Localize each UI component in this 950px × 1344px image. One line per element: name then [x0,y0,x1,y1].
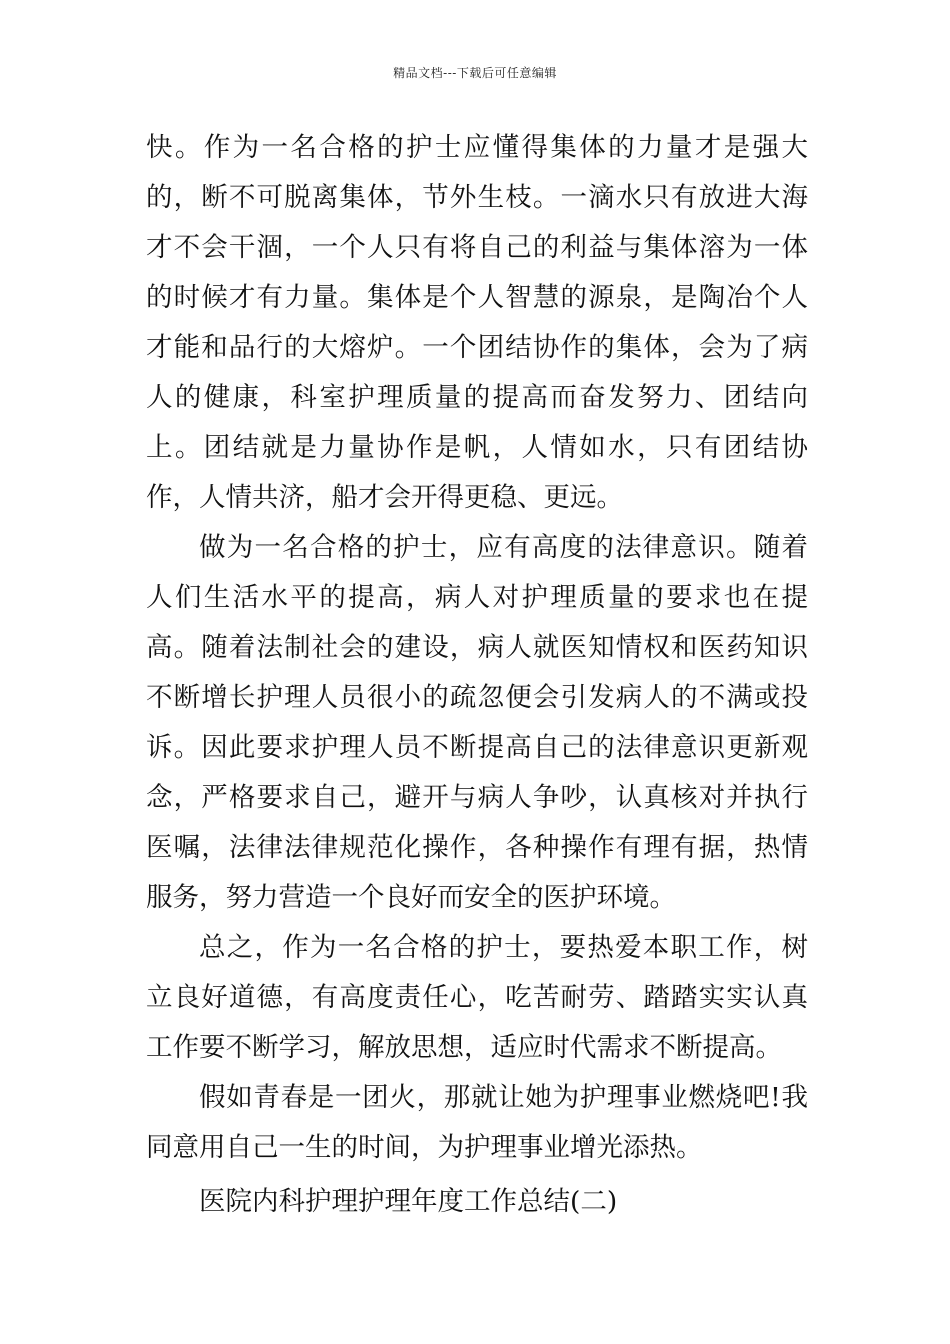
document-body [146,123,808,1227]
paragraph-conclusion: 总之，作为一名合格的护士，要热爱本职工作，树立良好道德，有高度责任心，吃苦耐劳、踏踏实实认真工作要不断学习，解放思想，适应时代需求不断提高。 [146,932,808,1063]
section-title: 医院内科护理护理年度工作总结(二) [199,1186,618,1217]
paragraph-legal-awareness: 做为一名合格的护士，应有高度的法律意识。随着人们生活水平的提高，病人对护理质量的要求也在提高。随着法制社会的建设，病人就医知情权和医药知识不断增长护理人员很小的疏忽便会引发病人的不满或投诉。因此要求护理人员不断提高自己的法律意识更新观念，严格要求自己，避开与病人争吵，认真核对并执行医嘱，法律法律规范化操作，各种操作有理有据，热情服务，努力营造一个良好而安全的医护环境。 [146,532,808,913]
paragraph-team-spirit: 快。作为一名合格的护士应懂得集体的力量才是强大的，断不可脱离集体，节外生枝。一滴水只有放进大海才不会干涸，一个人只有将自己的利益与集体溶为一体的时候才有力量。集体是个人智慧的源泉，是陶冶个人才能和品行的大熔炉。一个团结协作的集体，会为了病人的健康，科室护理质量的提高而奋发努力、团结向上。团结就是力量协作是帆，人情如水，只有团结协作，人情共济，船才会开得更稳、更远。 [146,132,808,513]
page-header: 精品文档---下载后可任意编辑 [393,66,557,80]
paragraph-youth-dedication: 假如青春是一团火，那就让她为护理事业燃烧吧!我同意用自己一生的时间，为护理事业增光添热。 [146,1082,808,1163]
